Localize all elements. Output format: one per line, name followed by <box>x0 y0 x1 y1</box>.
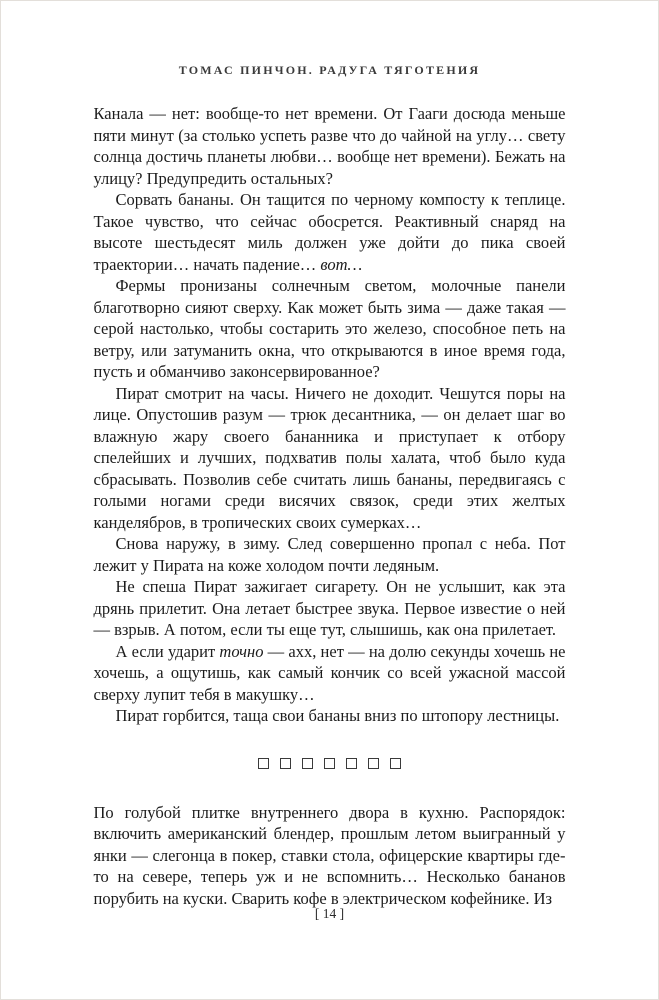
running-header: ТОМАС ПИНЧОН. РАДУГА ТЯГОТЕНИЯ <box>178 63 481 77</box>
paragraph <box>94 533 566 576</box>
paragraph <box>94 576 566 641</box>
divider-square-icon <box>258 758 269 769</box>
paragraph <box>94 383 566 534</box>
divider-square-icon <box>324 758 335 769</box>
divider-square-icon <box>390 758 401 769</box>
body-text: По голубой плитке внутреннего двора в кухню. Распорядок: включить американский блендер, прошлым летом выигранный у янки — слегонца в покер, ставки стола, офицерские квартиры где-то на севере, теперь уж и не вспомнить… Несколько бананов порубить на куски. Сварить кофе в электрическом кофейнике. Из <box>93 802 566 908</box>
body-text: Пират горбится, таща свои бананы вниз по штопору лестницы. <box>115 706 560 725</box>
body-text: А если ударит <box>115 641 220 661</box>
divider-square-icon <box>346 758 357 769</box>
italic-text: точно <box>219 641 264 661</box>
body-text: Канала — нет: вообще-то нет времени. От Гааги досюда меньше пяти минут (за столько успеть разве что до чайной на углу… свету солнца достичь планеты любви… вообще нет времени). Бежать на улицу? Предупредить остальных? <box>93 104 566 188</box>
body-text: Пират смотрит на часы. Ничего не доходит. Чешутся поры на лице. Опустошив разум — трюк десантника, — он делает шаг во влажную жару своего бананника и приступает к отбору спелейших и лучших, подхватив полы халата, чтоб было куда сбрасывать. Позволив себе считать лишь бананы, передвигаясь с голыми ногами среди висячих связок, среди этих желтых канделябров, в тропических своих сумерках… <box>93 383 566 532</box>
body-text: Сорвать бананы. Он тащится по черному компосту к теплице. Такое чувство, что сейчас обосрется. Реактивный снаряд на высоте шестьдесят миль должен уже дойти до пика своей траектории… начать падение… <box>93 190 566 274</box>
paragraph <box>94 705 566 727</box>
page-number: [ 14 ] <box>314 906 345 921</box>
body-text: — ахх, нет — на долю секунды хочешь не хочешь, а ощутишь, как самый кончик со всей ужасной массой сверху лупит тебя в макушку… <box>93 641 566 704</box>
italic-text: вот… <box>320 254 363 274</box>
paragraph <box>94 641 566 706</box>
body-text: Фермы пронизаны солнечным светом, молочные панели благотворно сияют сверху. Как может быть зима — даже такая — серой настолько, чтобы состарить это железо, способное петь на ветру, или затуманить окна, что открываются в иное время года, пусть и обманчиво законсервированное? <box>93 276 566 381</box>
paragraph <box>94 189 566 275</box>
body-text: Снова наружу, в зиму. След совершенно пропал с неба. Пот лежит у Пирата на коже холодом почти ледяным. <box>93 534 566 575</box>
page-body <box>94 103 566 909</box>
paragraph <box>94 103 566 189</box>
paragraph <box>94 802 566 910</box>
divider-square-icon <box>368 758 379 769</box>
divider-square-icon <box>280 758 291 769</box>
divider-square-icon <box>302 758 313 769</box>
section-divider <box>94 758 566 769</box>
body-text: Не спеша Пират зажигает сигарету. Он не услышит, как эта дрянь прилетит. Она летает быстрее звука. Первое известие о ней — взрыв. А потом, если ты еще тут, слышишь, как она прилетает. <box>93 577 566 639</box>
paragraph <box>94 275 566 383</box>
